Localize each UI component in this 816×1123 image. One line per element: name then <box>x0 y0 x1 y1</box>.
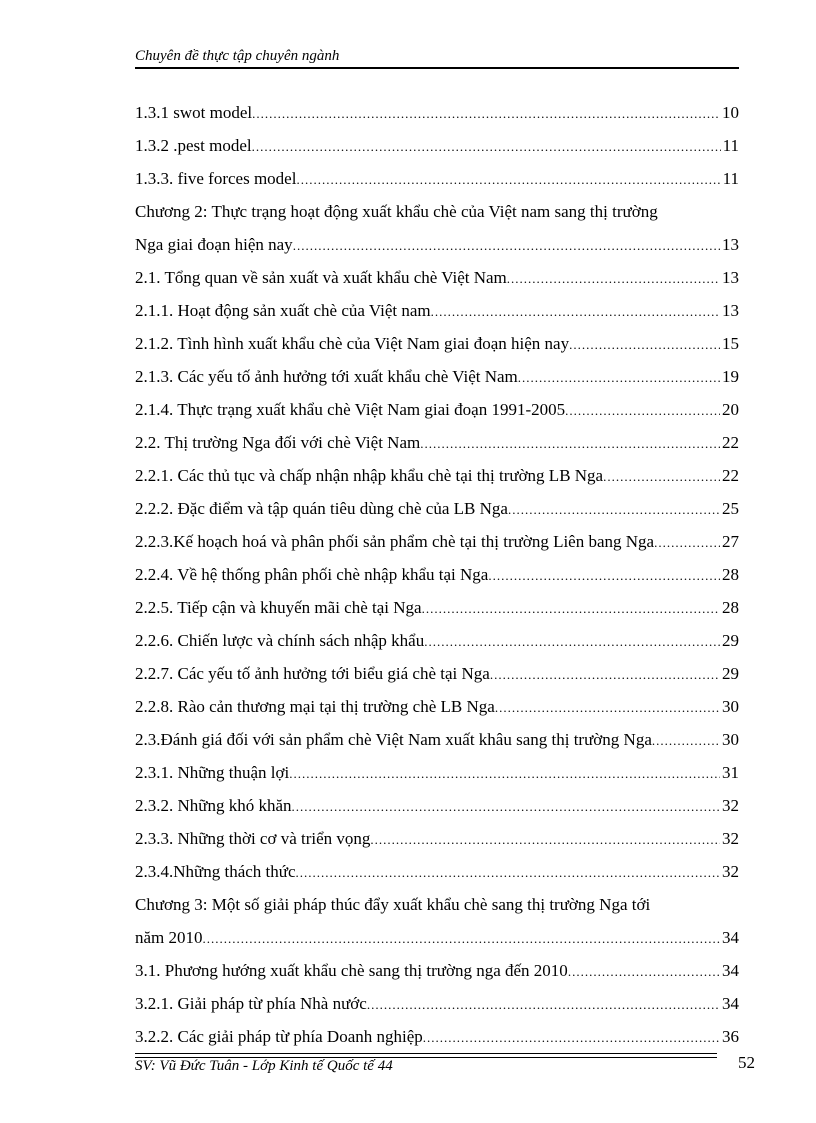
toc-entry-title: 3.1. Phương hướng xuất khẩu chè sang thị trường nga đến 2010 <box>135 961 568 980</box>
toc-leader-dots <box>296 856 720 888</box>
toc-entry <box>135 954 739 987</box>
toc-entry-page: 32 <box>722 829 739 848</box>
toc-entry <box>135 294 739 327</box>
toc-leader-dots <box>292 790 720 822</box>
toc-entry <box>135 162 739 195</box>
toc-entry-page: 22 <box>722 466 739 485</box>
toc-entry <box>135 426 739 459</box>
toc-entry <box>135 888 739 921</box>
toc-entry-page: 30 <box>722 697 739 716</box>
toc-entry-title: 2.3.Đánh giá đối với sản phẩm chè Việt Nam xuất khâu sang thị trường Nga <box>135 730 652 749</box>
toc-entry-page: 28 <box>722 565 739 584</box>
toc-entry-page: 27 <box>722 532 739 551</box>
toc-entry <box>135 558 739 591</box>
toc-entry <box>135 1020 739 1053</box>
toc-entry-title: 2.3.2. Những khó khăn <box>135 796 292 815</box>
toc-entry <box>135 756 739 789</box>
toc-entry-page: 22 <box>722 433 739 452</box>
toc-entry-title: 2.2.4. Về hệ thống phân phối chè nhập khẩu tại Nga <box>135 565 489 584</box>
toc-entry-title: 1.3.1 swot model <box>135 103 253 122</box>
toc-entry <box>135 327 739 360</box>
toc-entry-page: 11 <box>722 169 739 188</box>
toc-leader-dots <box>252 130 721 162</box>
toc-entry-title: 2.2.6. Chiến lược và chính sách nhập khẩu <box>135 631 425 650</box>
toc-leader-dots <box>431 295 720 327</box>
toc-entry-page: 34 <box>722 961 739 980</box>
toc-entry <box>135 96 739 129</box>
toc-entry-title: 2.2.5. Tiếp cận và khuyến mãi chè tại Nga <box>135 598 422 617</box>
toc-entry-page: 13 <box>722 268 739 287</box>
toc-entry-page: 20 <box>722 400 739 419</box>
toc-entry <box>135 921 739 954</box>
toc-leader-dots <box>424 625 720 657</box>
toc-entry-title: 2.1.3. Các yếu tố ảnh hưởng tới xuất khẩu chè Việt Nam <box>135 367 518 386</box>
toc-entry <box>135 261 739 294</box>
toc-entry-title: 2.2. Thị trường Nga đối với chè Việt Nam <box>135 433 421 452</box>
toc-entry <box>135 723 739 756</box>
toc-entry-page: 34 <box>722 994 739 1013</box>
toc-entry-title: Chương 2: Thực trạng hoạt động xuất khẩu chè của Việt nam sang thị trường <box>135 202 658 221</box>
toc-leader-dots <box>289 757 720 789</box>
toc-leader-dots <box>495 691 720 723</box>
toc-entry-page: 32 <box>722 796 739 815</box>
table-of-contents <box>135 96 739 1053</box>
toc-entry-title: 2.3.4.Những thách thức <box>135 862 296 881</box>
toc-entry <box>135 393 739 426</box>
toc-entry <box>135 624 739 657</box>
page-number: 52 <box>738 1053 755 1072</box>
toc-entry-title: 1.3.3. five forces model <box>135 169 297 188</box>
toc-entry <box>135 657 739 690</box>
toc-entry-page: 30 <box>722 730 739 749</box>
toc-entry <box>135 525 739 558</box>
toc-leader-dots <box>293 229 720 261</box>
toc-entry-page: 13 <box>722 301 739 320</box>
toc-entry-page: 10 <box>722 103 739 122</box>
toc-leader-dots <box>569 328 720 360</box>
toc-entry-page: 11 <box>722 136 739 155</box>
toc-entry-title: 3.2.2. Các giải pháp từ phía Doanh nghiệp <box>135 1027 423 1046</box>
toc-leader-dots <box>420 427 720 459</box>
toc-entry <box>135 492 739 525</box>
header-rule <box>135 67 739 69</box>
toc-entry-title: 2.2.3.Kế hoạch hoá và phân phối sản phẩm chè tại thị trường Liên bang Nga <box>135 532 655 551</box>
page-footer: SV: Vũ Đức Tuân - Lớp Kinh tế Quốc tế 44 <box>135 1058 393 1074</box>
toc-leader-dots <box>603 460 720 492</box>
toc-entry <box>135 591 739 624</box>
toc-entry-title: 2.3.3. Những thời cơ và triển vọng <box>135 829 371 848</box>
toc-leader-dots <box>422 592 720 624</box>
toc-entry-title: 2.1.2. Tình hình xuất khẩu chè của Việt Nam giai đoạn hiện nay <box>135 334 570 353</box>
toc-entry-page: 29 <box>722 631 739 650</box>
toc-entry <box>135 987 739 1020</box>
toc-leader-dots <box>423 1021 720 1053</box>
toc-entry <box>135 822 739 855</box>
toc-entry-title: 2.2.8. Rào cản thương mại tại thị trường chè LB Nga <box>135 697 495 716</box>
toc-leader-dots <box>488 559 720 591</box>
toc-entry-title: 2.2.1. Các thủ tục và chấp nhận nhập khẩu chè tại thị trường LB Nga <box>135 466 604 485</box>
toc-entry <box>135 789 739 822</box>
toc-entry <box>135 690 739 723</box>
toc-leader-dots <box>508 493 720 525</box>
toc-entry-title: 2.3.1. Những thuận lợi <box>135 763 290 782</box>
toc-leader-dots <box>507 262 720 294</box>
toc-entry-page: 32 <box>722 862 739 881</box>
toc-entry-page: 13 <box>722 235 739 254</box>
toc-entry-page: 19 <box>722 367 739 386</box>
toc-entry-title: 2.2.2. Đặc điểm và tập quán tiêu dùng chè của LB Nga <box>135 499 508 518</box>
toc-entry <box>135 855 739 888</box>
toc-leader-dots <box>370 823 720 855</box>
toc-entry-title: Chương 3: Một số giải pháp thúc đẩy xuất khẩu chè sang thị trường Nga tới <box>135 895 651 914</box>
toc-entry <box>135 195 739 228</box>
page-header: Chuyên đề thực tập chuyên ngành <box>135 48 340 64</box>
toc-entry-page: 36 <box>722 1027 739 1046</box>
toc-entry-page: 15 <box>722 334 739 353</box>
toc-entry-title: Nga giai đoạn hiện nay <box>135 235 293 254</box>
toc-leader-dots <box>367 988 720 1020</box>
toc-entry-title: 2.2.7. Các yếu tố ảnh hưởng tới biểu giá chè tại Nga <box>135 664 490 683</box>
toc-leader-dots <box>654 526 720 558</box>
toc-entry-title: 2.1.1. Hoạt động sản xuất chè của Việt nam <box>135 301 431 320</box>
toc-entry-page: 25 <box>722 499 739 518</box>
toc-leader-dots <box>652 724 720 756</box>
toc-leader-dots <box>203 922 720 954</box>
toc-entry-page: 29 <box>722 664 739 683</box>
toc-leader-dots <box>518 361 720 393</box>
toc-leader-dots <box>490 658 720 690</box>
toc-entry-title: năm 2010 <box>135 928 203 947</box>
toc-entry <box>135 228 739 261</box>
toc-leader-dots <box>568 955 720 987</box>
toc-leader-dots <box>252 97 720 129</box>
toc-entry <box>135 360 739 393</box>
toc-entry-title: 2.1.4. Thực trạng xuất khẩu chè Việt Nam giai đoạn 1991-2005 <box>135 400 566 419</box>
toc-entry-page: 34 <box>722 928 739 947</box>
toc-entry-title: 2.1. Tổng quan về sản xuất và xuất khẩu chè Việt Nam <box>135 268 507 287</box>
toc-leader-dots <box>296 163 720 195</box>
toc-entry-title: 3.2.1. Giải pháp từ phía Nhà nước <box>135 994 367 1013</box>
toc-entry-page: 28 <box>722 598 739 617</box>
toc-leader-dots <box>565 394 720 426</box>
toc-entry <box>135 459 739 492</box>
toc-entry <box>135 129 739 162</box>
toc-entry-title: 1.3.2 .pest model <box>135 136 252 155</box>
toc-entry-page: 31 <box>722 763 739 782</box>
